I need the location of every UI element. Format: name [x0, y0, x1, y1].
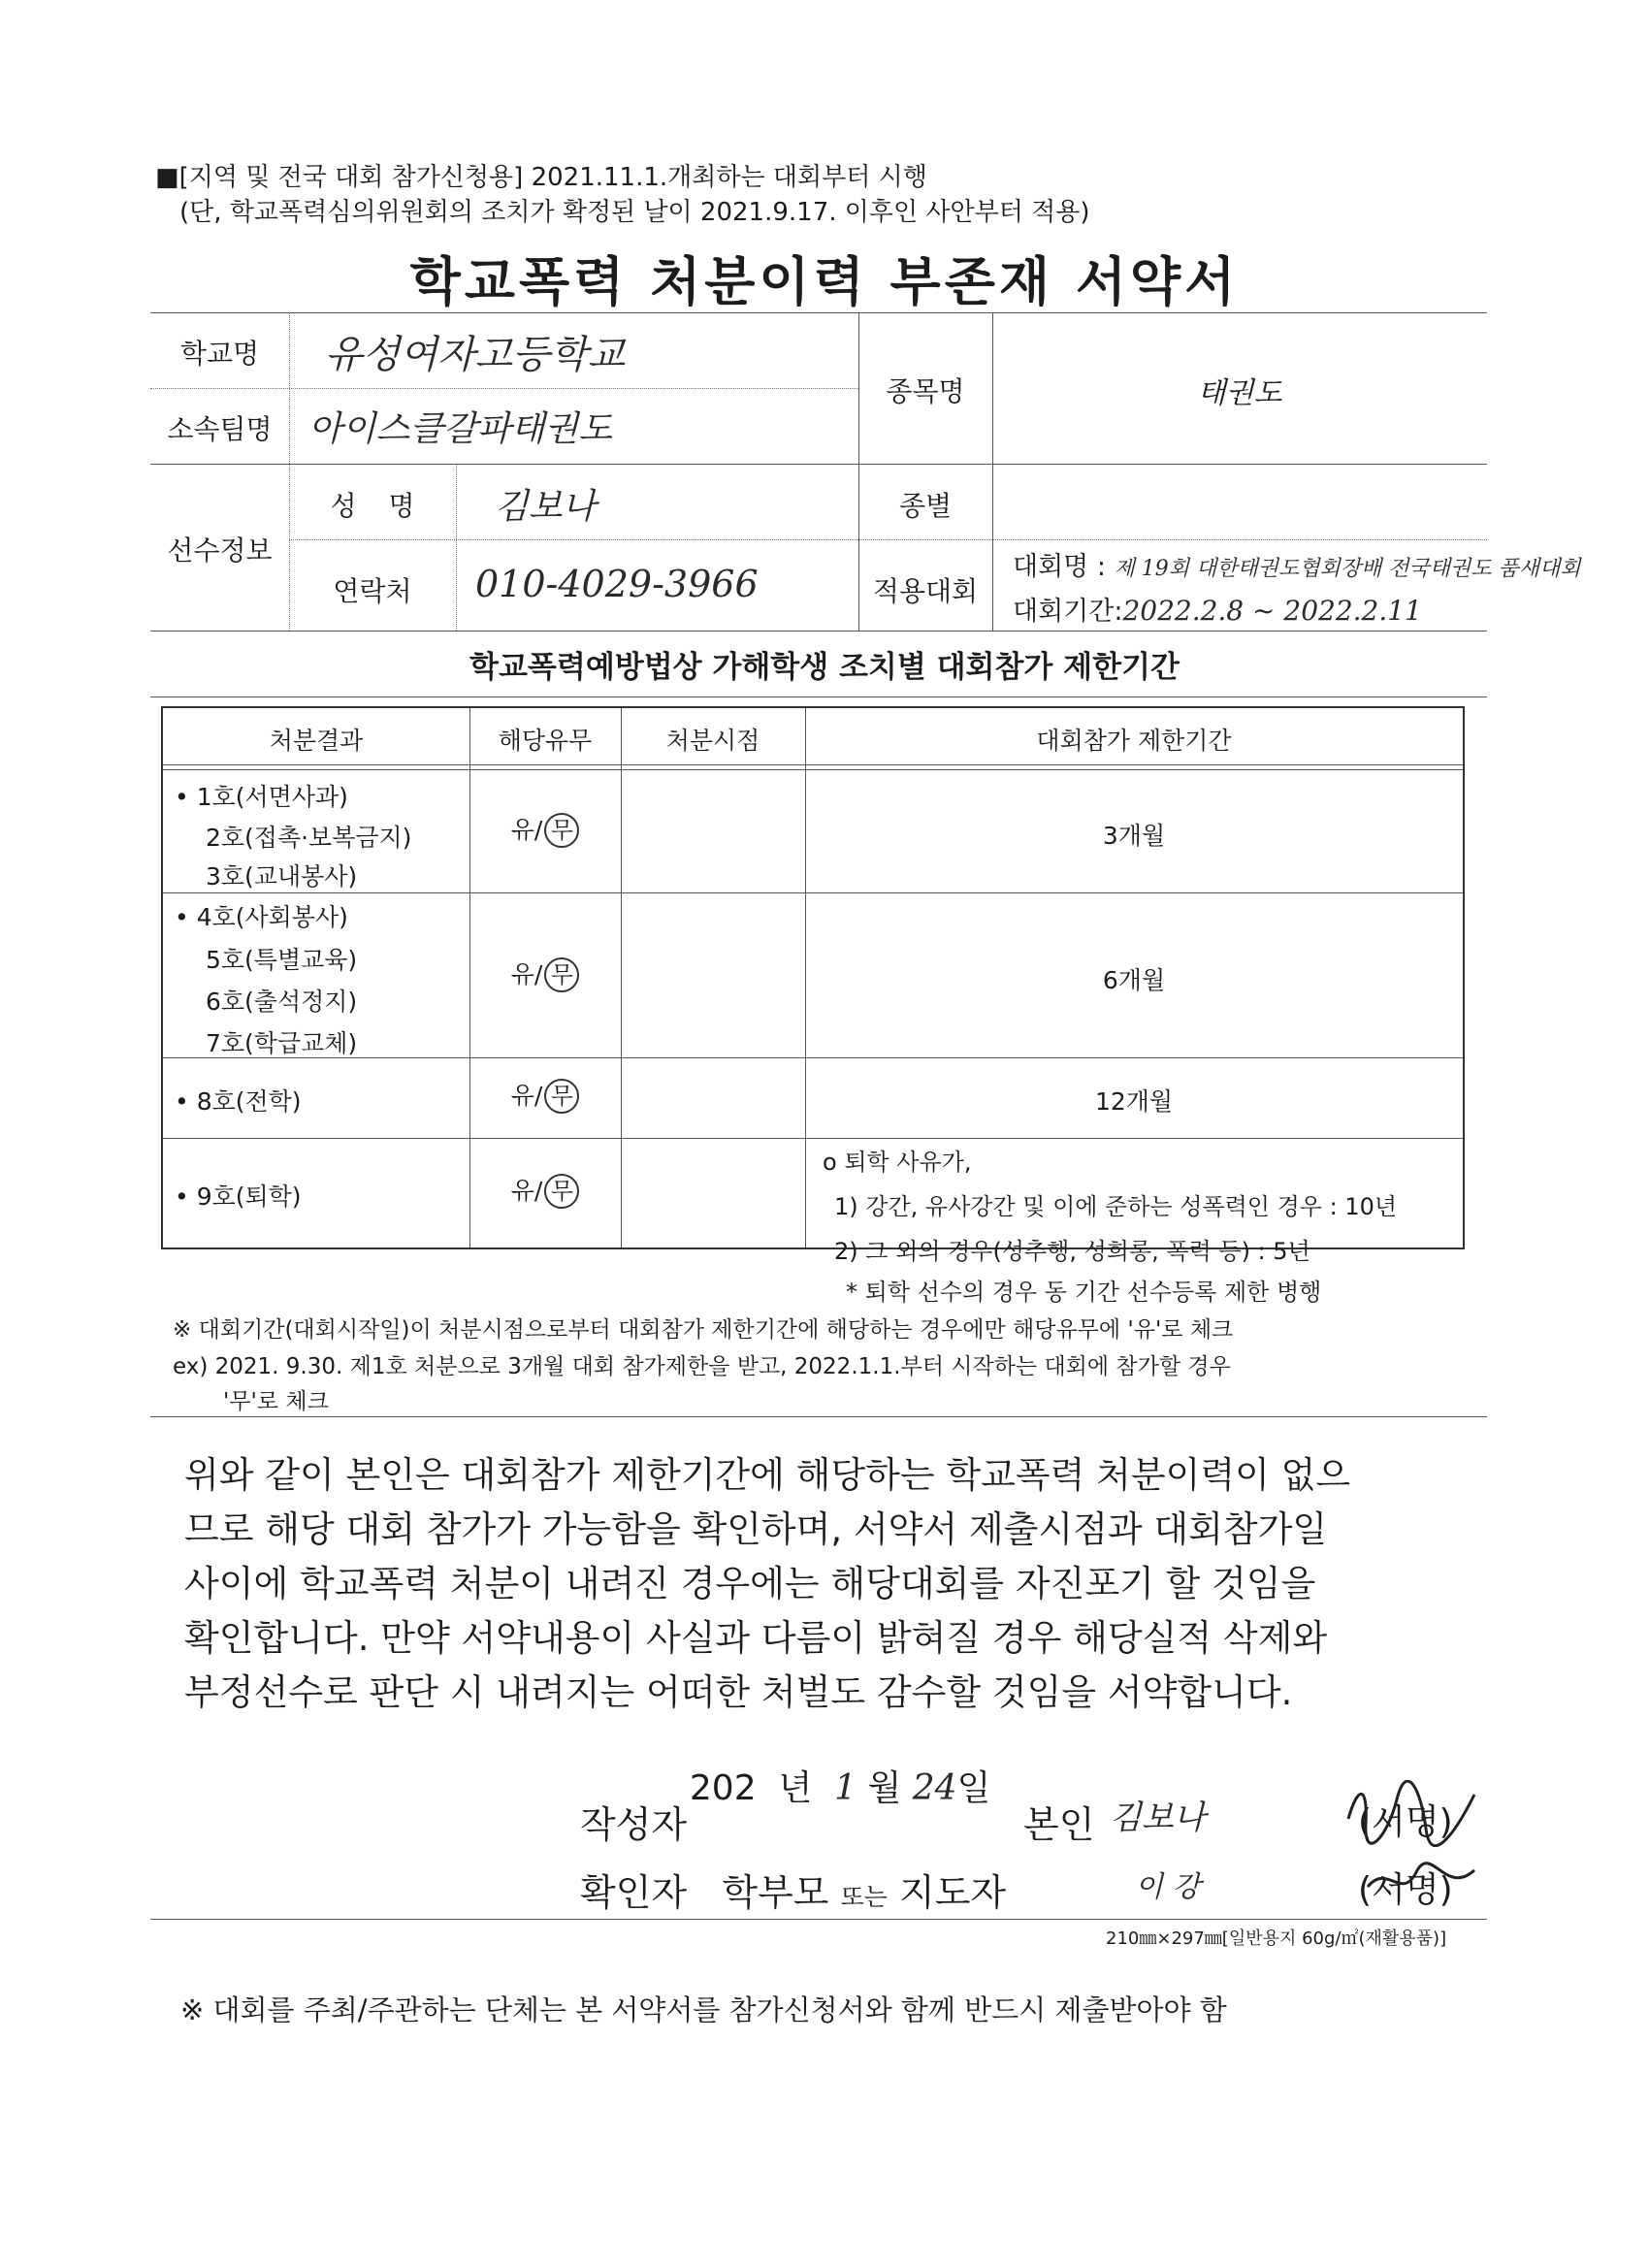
table-row-4-check: 유/ 무 [469, 1172, 621, 1209]
table-row-1-item-2: 2호(접촉·보복금지) [206, 824, 412, 852]
coach-sign-label: (서명) [1358, 1870, 1453, 1910]
bottom-note: ※ 대회를 주최/주관하는 단체는 본 서약서를 참가신청서와 함께 반드시 제출받아야 함 [180, 1993, 1227, 2026]
table-row-3-item-1: • 8호(전학) [175, 1087, 302, 1116]
restriction-note-2: ex) 2021. 9.30. 제1호 처분으로 3개월 대회 참가제한을 받고, 2022.1.1.부터 시작하는 대회에 참가할 경우 [173, 1354, 1231, 1379]
date-month-value: 1 [834, 1768, 857, 1808]
school-label: 학교명 [179, 338, 260, 370]
category-label: 종별 [898, 490, 953, 522]
table-row-2-item-1: • 4호(사회봉사) [175, 903, 348, 931]
comp-period-label: 대회기간: [1013, 597, 1123, 627]
notice-line-1: ■[지역 및 전국 대회 참가신청용] 2021.11.1.개최하는 대회부터 시행 [155, 163, 927, 192]
col-header-period: 대회참가 제한기간 [1036, 727, 1232, 755]
comp-name-label: 대회명 : [1013, 552, 1106, 582]
event-label: 종목명 [886, 375, 965, 407]
pledge-line-5: 부정선수로 판단 시 내려지는 어떠한 처벌도 감수할 것임을 서약합니다. [184, 1671, 1293, 1713]
team-value: 아이스클갈파태권도 [308, 409, 612, 449]
pledge-line-4: 확인합니다. 만약 서약내용이 사실과 다름이 밝혀질 경우 해당실적 삭제와 [184, 1617, 1328, 1659]
table-row-1-item-3: 3호(교내봉사) [206, 862, 358, 891]
pledge-date: 202 년 1 월 24일 [689, 1768, 991, 1808]
coach-handwritten-name: 이 강 [1135, 1870, 1201, 1904]
paper-spec: 210㎜×297㎜[일반용지 60g/㎡(재활용품)] [1106, 1928, 1447, 1949]
table-row-4-period-line-1: o 퇴학 사유가, [823, 1149, 972, 1176]
no-circle-mark: 무 [544, 957, 579, 992]
table-row-4-period-line-4: * 퇴학 선수의 경우 동 기간 선수등록 제한 병행 [846, 1279, 1322, 1306]
name-label: 성 명 [330, 490, 415, 522]
contact-label: 연락처 [333, 575, 412, 607]
col-header-result: 처분결과 [269, 727, 364, 755]
restriction-table [161, 706, 1465, 1265]
checker-label: 확인자 [580, 1871, 688, 1914]
writer-label: 작성자 [580, 1803, 688, 1846]
self-signature-scribble [1339, 1780, 1484, 1848]
name-value: 김보나 [495, 487, 597, 527]
self-sign-label: (서명) [1358, 1802, 1453, 1842]
table-row-1-period: 3개월 [1102, 822, 1166, 850]
pledge-line-3: 사이에 학교폭력 처분이 내려진 경우에는 해당대회를 자진포기 할 것임을 [184, 1563, 1316, 1604]
table-row-4-period-line-2: 1) 강간, 유사강간 및 이에 준하는 성폭력인 경우 : 10년 [834, 1193, 1398, 1220]
col-header-timing: 처분시점 [665, 727, 760, 755]
player-info-label: 선수정보 [167, 535, 273, 567]
contact-value: 010-4029-3966 [475, 563, 759, 605]
pledge-line-2: 므로 해당 대회 참가가 가능함을 확인하며, 서약서 제출시점과 대회참가일 [184, 1508, 1328, 1550]
pledge-line-1: 위와 같이 본인은 대회참가 제한기간에 해당하는 학교폭력 처분이력이 없으 [184, 1454, 1351, 1496]
coach-signature-scribble [1358, 1853, 1484, 1911]
competition-label: 적용대회 [872, 575, 979, 607]
table-row-2-item-3: 6호(출석정지) [206, 988, 358, 1016]
table-row-2-item-2: 5호(특별교육) [206, 946, 358, 974]
table-row-3-period: 12개월 [1094, 1087, 1174, 1116]
table-row-4-period-line-3: 2) 그 외의 경우(성추행, 성희롱, 폭력 등) : 5년 [834, 1238, 1310, 1265]
restriction-section-title: 학교폭력예방법상 가해학생 조치별 대회참가 제한기간 [469, 650, 1180, 685]
parent-label: 학부모 [722, 1871, 829, 1914]
restriction-note-1: ※ 대회기간(대회시작일)이 처분시점으로부터 대회참가 제한기간에 해당하는 경우에만 해당유무에 '유'로 체크 [173, 1317, 1234, 1343]
col-header-applicable: 해당유무 [498, 727, 593, 755]
table-row-3-check: 유/ 무 [469, 1077, 621, 1114]
date-day-value: 24 [912, 1768, 957, 1808]
table-row-2-item-4: 7호(학급교체) [206, 1029, 358, 1057]
table-row-1-item-1: • 1호(서면사과) [175, 783, 348, 811]
self-label: 본인 [1023, 1803, 1095, 1846]
school-value: 유성여자고등학교 [325, 333, 626, 377]
no-circle-mark: 무 [544, 813, 579, 848]
table-row-4-item-1: • 9호(퇴학) [175, 1183, 302, 1211]
checker-row [580, 1863, 1006, 1916]
no-circle-mark: 무 [544, 1174, 579, 1209]
restriction-note-3: '무'로 체크 [223, 1389, 329, 1414]
table-row-1-check: 유/ 무 [469, 811, 621, 848]
no-circle-mark: 무 [544, 1079, 579, 1114]
or-label: 또는 [840, 1883, 888, 1911]
table-row-2-check: 유/ 무 [469, 956, 621, 992]
coach-label: 지도자 [899, 1871, 1007, 1914]
notice-line-2: (단, 학교폭력심의위원회의 조치가 확정된 날이 2021.9.17. 이후인 사안부터 적용) [179, 198, 1090, 227]
event-value: 태권도 [1197, 376, 1282, 410]
page-title: 학교폭력 처분이력 부존재 서약서 [409, 251, 1240, 312]
comp-period-value: 2022.2.8 ~ 2022.2.11 [1122, 595, 1422, 627]
table-row-2-period: 6개월 [1102, 966, 1166, 994]
self-handwritten-name: 김보나 [1110, 1798, 1206, 1837]
team-label: 소속팀명 [167, 413, 273, 445]
comp-name-value: 제 19회 대한태권도협회장배 전국태권도 품새대회 [1114, 557, 1581, 581]
